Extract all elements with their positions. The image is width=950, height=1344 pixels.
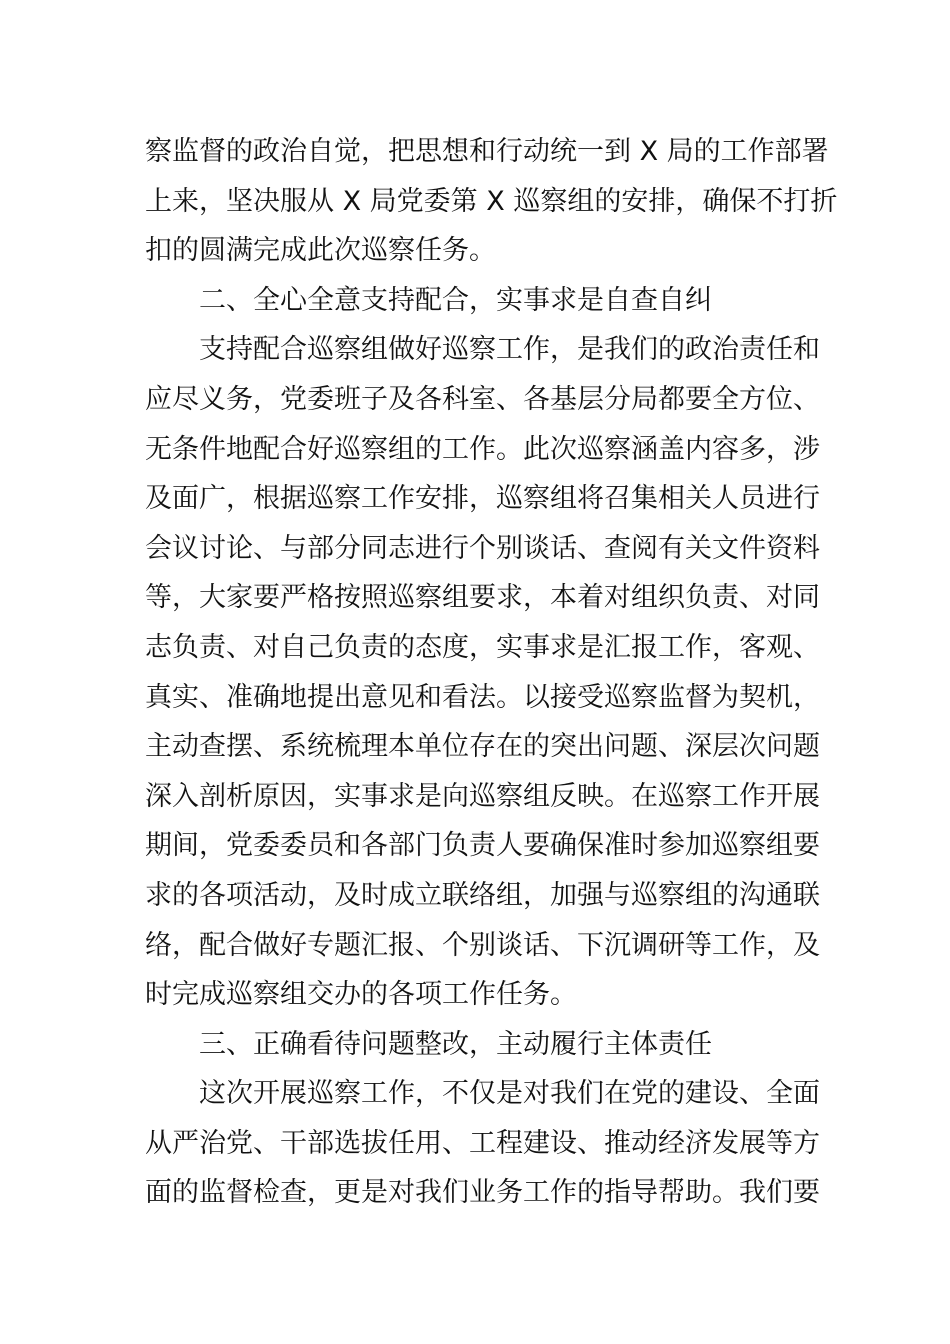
paragraph-line: 络，配合做好专题汇报、个别谈话、下沉调研等工作，及 <box>145 929 820 961</box>
paragraph-line: 扣的圆满完成此次巡察任务。 <box>145 235 496 267</box>
paragraph-line: 等，大家要严格按照巡察组要求，本着对组织负责、对同 <box>145 582 820 614</box>
paragraph-line: 时完成巡察组交办的各项工作任务。 <box>145 979 577 1011</box>
paragraph-line: 深入剖析原因，实事求是向巡察组反映。在巡察工作开展 <box>145 780 820 812</box>
paragraph-line: 这次开展巡察工作，不仅是对我们在党的建设、全面 <box>199 1078 820 1110</box>
section-heading-2: 二、全心全意支持配合，实事求是自查自纠 <box>199 284 712 316</box>
paragraph-line: 从严治党、干部选拔任用、工程建设、推动经济发展等方 <box>145 1127 820 1159</box>
document-body <box>145 127 838 1218</box>
paragraph-line: 真实、准确地提出意见和看法。以接受巡察监督为契机， <box>145 681 820 713</box>
paragraph-line: 面的监督检查，更是对我们业务工作的指导帮助。我们要 <box>145 1177 820 1209</box>
paragraph-line: 会议讨论、与部分同志进行个别谈话、查阅有关文件资料 <box>145 532 820 564</box>
paragraph-line: 应尽义务，党委班子及各科室、各基层分局都要全方位、 <box>145 383 820 415</box>
paragraph-line: 支持配合巡察组做好巡察工作，是我们的政治责任和 <box>199 334 820 366</box>
paragraph-line: 求的各项活动，及时成立联络组，加强与巡察组的沟通联 <box>145 879 820 911</box>
paragraph-line: 期间，党委委员和各部门负责人要确保准时参加巡察组要 <box>145 830 820 862</box>
paragraph-line: 志负责、对自己负责的态度，实事求是汇报工作，客观、 <box>145 631 820 663</box>
paragraph-line: 察监督的政治自觉，把思想和行动统一到 X 局的工作部署 <box>145 136 829 167</box>
section-heading-3: 三、正确看待问题整改，主动履行主体责任 <box>199 1028 712 1060</box>
paragraph-line: 主动查摆、系统梳理本单位存在的突出问题、深层次问题 <box>145 731 820 763</box>
paragraph-line: 上来，坚决服从 X 局党委第 X 巡察组的安排，确保不打折 <box>145 185 838 217</box>
paragraph-line: 及面广，根据巡察工作安排，巡察组将召集相关人员进行 <box>145 483 820 515</box>
paragraph-line: 无条件地配合好巡察组的工作。此次巡察涵盖内容多，涉 <box>145 433 820 465</box>
